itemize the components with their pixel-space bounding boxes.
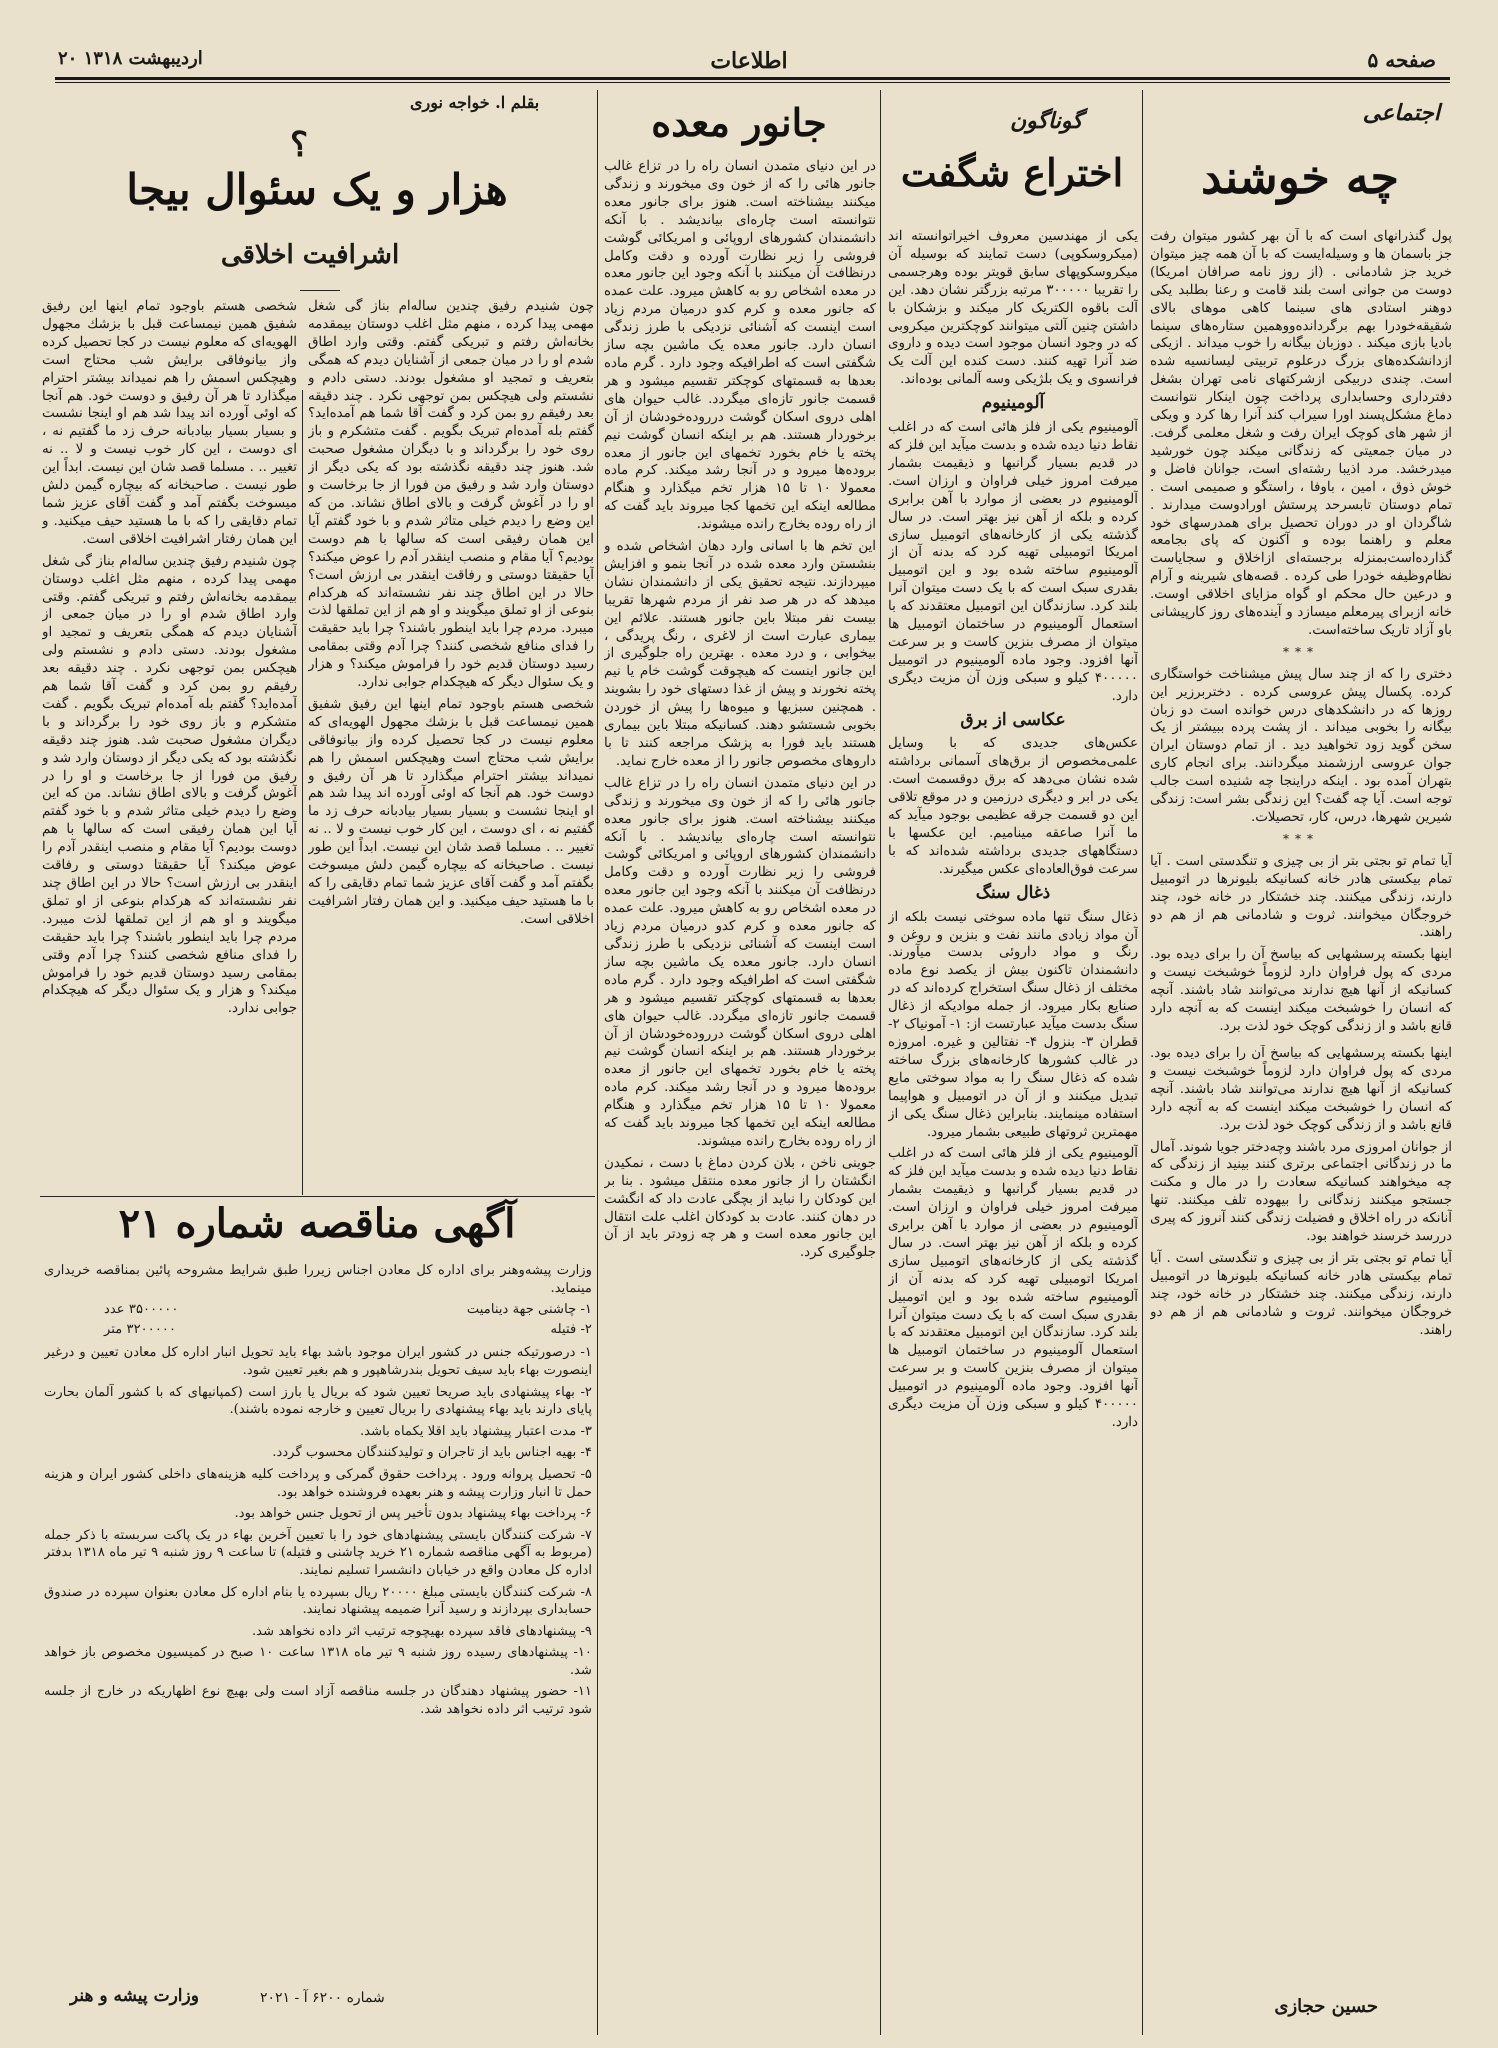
paragraph: شخصی هستم باوجود تمام اینها این رفیق شفیق همین نیمساعت قبل با بزشك مجهول الهویه‌ای که معلوم نیست در کجا تحصیل کرده واز بیانوفاقی برایش شب محتاج است وهیچکس اسمش را هم نمیداند بیشتر احترام میگذارد تا هر آن رفیق و دوست خود. هم آنجا که اوئی آورده اند پیدا شد هم او اینجا نشست و بسیار بسیار بیادبانه حرف زد ما گفتیم نه ، ای دوست ، این کار خوب نیست و لا .. نه تغییر .. . مسلما قصد شان این نیست. ابداً این طور نیست . صاحبخانه که بیچاره گیمن دلش میسوخت بگفتم آمد و گفت آقای عزیز شما تمام دقایقی را که با ما هستید حیف میکنید. و این همان رفتار اشرافیت اخلاقی است. [42, 299, 297, 547]
paragraph: آیا تمام تو بجتی بتر از بی چیزی و تنگدستی است . آیا تمام بیکستی هادر خانه کسانیکه بلیونرها در اتومبیل دارند، زندگی میکنند. چند خشتکار در خانه خود، چند خروجگان میخوانند. ثروت و شادمانی هم از هم دو راهند. [1150, 1250, 1452, 1338]
ad-condition: ۱- درصورتیکه جنس در کشور ایران موجود باشد بهاء باید تحویل انبار اداره کل معادن تعیین و درغیر اینصورت بهاء باید سیف تحویل بندرشاهپور و هم بغیر تعیین شود. [44, 1345, 592, 1378]
ad-title: آگهی مناقصه شماره ۲۱ [118, 1200, 516, 1247]
ad-intro: وزارت پیشه‌وهنر برای اداره کل معادن اجناس زیررا طبق شرایط مشروحه پائین بمناقصه خریداری مینماید. [44, 1263, 592, 1296]
ad-footer-number: شماره ۶۲۰۰ آ - ۲۰۲۱ [260, 1990, 385, 2006]
article-body-left [42, 298, 297, 1188]
section-tag: اجتماعی [1362, 100, 1440, 126]
ad-condition: ۱۱- حضور پیشنهاد دهندگان در جلسه مناقصه آزاد است ولی بهیچ نوع اظهاریکه در خارج از جلسه شود ترتیب اثر داده نخواهد شد. [44, 1684, 592, 1718]
ad-item-label: ۲- فتیله [550, 1321, 592, 1337]
article-title: هزار و یک سئوال بیجا [126, 165, 508, 214]
ad-condition: ۱۰- پیشنهادهای رسیده روز شنبه ۹ تیر ماه ۱۳۱۸ ساعت ۱۰ صبح در کمیسیون مخصوص باز خواهد شد. [44, 1645, 592, 1678]
column-divider [597, 90, 598, 2035]
ad-condition: ۵- تحصیل پروانه ورود . پرداخت حقوق گمرکی و پرداخت کلیه هزینه‌های داخلی کشور ایران و هزینه حمل تا انبار وزارت پیشه و هنر بعهده فروشنده خواهد بود. [44, 1466, 592, 1500]
paragraph: یکی از مهندسین معروف اخیراتوانسته اند (میکروسکوپی) دست تمایند که بوسیله آن میکروسکوپهای سابق قویتر بوده وهرجسمی را تقریبا ۳۰۰۰۰۰ مرتبه بزرگتر نشان دهد. این آلت باقوه الکتریک کار میکند و بزشکان با داشتن چنین آلتی میتوانند کوچکترین میکروبی که در وجود انسان موجود است دیده و داروی ضد آنرا تهیه کنند. دست کنده این آلت یک فرانسوی و یک بلژیکی وسه آلمانی بوده‌اند. [888, 229, 1138, 388]
column-divider [880, 90, 881, 2035]
ad-condition: ۷- شرکت کنندگان بایستی پیشنهادهای خود را با تعیین آخرین بهاء در یک پاکت سربسته با ذکر جمله (مربوط به آگهی مناقصه شماره ۲۱ خرید چاشنی و فتیله) تا ساعت ۹ روز شنبه ۹ تیر ماه ۱۳۱۸ بدفتر اداره کل معادن واقع در خیابان دانشسرا تسلیم نمایند. [44, 1527, 592, 1578]
article-body-cont [1150, 1045, 1452, 1970]
ad-top-rule [40, 1196, 595, 1197]
paragraph: آیا تمام تو بجتی بتر از بی چیزی و تنگدستی است . آیا تمام بیکستی هادر خانه کسانیکه بلیونرها در اتومبیل دارند، زندگی میکنند. چند خشتکار در خانه خود، چند خروجگان میخوانند. ثروت و شادمانی هم از هم دو راهند. [1150, 853, 1452, 941]
ad-condition: ۳- مدت اعتبار پیشنهاد باید اقلا یکماه باشد. [359, 1423, 592, 1439]
paragraph: پول گنذرانهای است که با آن بهر کشور میتوان رفت جز باسمان ها و وسیله‌ایست که با آن همه چیز میتوان خرید جز شادمانی . (از روز نامه صرافان امریکا) دوست من جوانی است بلند قامت و رعنا بطلبد یکی دوهنر استادی های سینما کاهی موهای بالای شقیقه‌خودرا بهم برگردانده‌ووهمین ستاره‌های سینما بادیا بازی میکند . دوزبان بیگانه را خوب میداند . ازیکی ازدانشکده‌های بزرگ درعلوم تربیتی لیسانسیه شده است. چندی دربیکی ازشرکتهای نامی تهران بشغل دفترداری وحسابداری پرداخت چون اینکار نتوانست دماغ مشکل‌پسند اورا سیراب کند آنرا رها کرد و ویکی از شهر های کوچک ایران رفت و شغل معلمی گرفت. در میان جمعیتی که زندگانی میکند چون خورشید میدرخشد. مرد اذیبا رشته‌ای است، جوانان فاضل و خوش ذوق ، امین ، باوفا ، راستگو و صمیمی است . تمام دوستان تابسرحد پرستش اورادوست میدارند . شاگردان او در دوران تحصیل برای همدرسهای خود معلم و راهنما بوده و آکنون که پای بجامعه گذارده‌است‌بمنزله برجسته‌ای ازاخلاق و سجایاست نظام‌وظیفه خودرا طی کرده . قصه‌های شیرینه و آرام و درعین حال محکم او گواه مزایای اخلاقی اوست. خانه ازبرای پیرمعلم میسازد و آینده‌های روز کارپیشانی باو آزاد تاریک ساخته‌است. [1150, 229, 1452, 638]
paragraph: اینها بکسته پرسشهایی که بیاسخ آن را برای دیده بود. مردی که پول فراوان دارد لزوماً خوشبخت نیست و کسانیکه از آنها هیچ ندارند می‌توانند شاد باشند. آنچه که انسان را خوشبخت میکند اینست که به آنچه دارد قانع باشد و از زندگی کوچک خود لذت برد. [1150, 947, 1452, 1034]
subheading: عکاسی از برق [960, 709, 1066, 730]
issue-date: ۲۰ اردیبهشت ۱۳۱۸ [58, 48, 203, 69]
ad-item-qty: ۳۲۰۰۰۰۰ متر [104, 1321, 177, 1337]
title-ornament [300, 290, 340, 291]
paragraph: چون شنیدم رفیق چندین ساله‌ام بناز گی شغل مهمی پیدا کرده ، منهم مثل اغلب دوستان بیمقدمه بخانه‌اش رفتم و تبریکی گفتم. وقتی وارد اطاق شدم او را در میان جمعی از آشنایان دیدم که همگی بتعریف و تمجید او مشغول بودند. دستی دادم و نشستم ولی هیچکس بمن توجهی نکرد . چند دقیقه بعد رفیقم رو بمن کرد و گفت آقا شما هم آمده‌اید؟ گفتم بله آمده‌ام تبریک بگویم . گفت متشکرم و باز روی خود را برگرداند و با دیگران مشغول صحبت شد. هنوز چند دقیقه نگذشته بود که یکی دیگر از دوستان وارد شد و رفیق من فورا از جا برخاست و او را در آغوش گرفت و بالای اطاق نشاند. من که این وضع را دیدم خیلی متاثر شدم و با خود گفتم آیا این همان رفیقی است که سالها با هم دوست بودیم؟ آیا مقام و منصب اینقدر آدم را عوض میکند؟ آیا حقیقتا دوستی و رفاقت اینقدر بی ارزش است؟ حالا در این اطاق چند نفر نشسته‌اند که هرکدام بنوعی از او تملق میگویند و او هم از این تملقها لذت میبرد. مردم چرا باید اینطور باشند؟ چرا باید حقیقت را فدای منافع شخصی کنند؟ چرا آدم وقتی بمقامی رسید دوستان قدیم خود را فراموش میکند؟ و هزار و یک سئوال دیگر که هیچکدام جوابی ندارد. [308, 299, 594, 691]
paragraph: جوینی ناخن ، بلان کردن دماغ با دست ، نمکیدن انگشتان را از جانور معده منتقل میشود . بنا بر این کودکان را نباید از بچگی عادت داد که انگشت در دهان کنند. عادت بد کودکان اغلب علت انتقال این جانور معده است و هر چه زودتر باید از آن جلوگیری کرد. [604, 1155, 876, 1261]
paragraph: ذغال سنگ تنها ماده سوختی نیست بلکه از آن مواد زیادی مانند نفت و بنزین و روغن و رنگ و مواد داروئی بدست میآورند. دانشمندان تاکنون بیش از یکصد نوع ماده مختلف از ذغال سنگ استخراج کرده‌اند که در صنایع بکار میرود. از جمله موادیکه از ذغال سنگ بدست میآید عبارتست از: ۱- آمونیاک ۲- قطران ۳- بنزول ۴- نفتالین و غیره. امروزه در غالب کشورها کارخانه‌های بزرگ ساخته شده که ذغال سنگ را به مواد سوختی مایع تبدیل میکنند و از آن در اتومبیل و هواپیما استفاده مینمایند. بنابراین ذغال سنگ یکی از مهمترین ثروتهای طبیعی بشمار میرود. [888, 909, 1138, 1140]
header-rule-thin [55, 82, 1450, 83]
paragraph: از جوانان امروزی مرد باشند وچه‌دختر جویا شوند. آمال ما در زندگانی اجتماعی برتری کنند بینید از زندگی که چه میخواهند کسانیکه سعادت را در مال و مکنت جستجو میکنند زندگانی را بیهوده تلف میکنند. تنها آنانکه در راه اخلاق و فضیلت زندگی کنند آنروز که پیری دررسد خرسند خواهند بود. [1150, 1139, 1452, 1245]
paragraph: عکس‌های جدیدی که با وسایل علمی‌مخصوص از برق‌های آسمانی برداشته شده نشان می‌دهد که برق دوقسمت است. یکی در ابر و دیگری درزمین و در موقع تلاقی این دو قسمت جرقه عظیمی بوجود میآید که ما آنرا صاعقه مینامیم. این عکسها با دستگاههای جدیدی برداشته شده‌اند که با سرعت فوق‌العاده‌ای عکس میگیرند. [888, 736, 1138, 877]
separator: *** [1283, 831, 1319, 846]
header-rule [55, 77, 1450, 80]
article-body [888, 228, 1138, 2028]
question-mark: ؟ [290, 125, 309, 165]
author-byline: بقلم ا. خواجه نوری [410, 93, 540, 112]
article-body [1150, 228, 1452, 1038]
article-title: اختراع شگفت [900, 150, 1124, 195]
column-divider [1142, 90, 1143, 2035]
subheading: ذغال سنگ [975, 882, 1051, 903]
article-subtitle: اشرافیت اخلاقی [220, 240, 400, 270]
ad-footer-signature: وزارت پیشه و هنر [70, 1986, 199, 2006]
article-title: چه خوشند [1201, 150, 1399, 204]
paragraph: آلومینیوم یکی از فلز هائی است که در اغلب نقاط دنیا دیده شده و بدست میآید این فلز که در قدیم بسیار گرانبها و ذیقیمت بشمار میرفت امروز خیلی فراوان و ارزان است. آلومینیوم در بعضی از موارد با آهن برابری کرده و بلکه از آهن نیز بهتر است. در سال گذشته یکی از کارخانه‌های اتومبیل سازی امریکا اتومبیلی تهیه کرد که بدنه آن از آلومینیوم ساخته شده بود و این اتومبیل بقدری سبک است که با یک دست میتوان آنرا بلند کرد. سازندگان این اتومبیل معتقدند که با استعمال آلومینیوم در ساختمان اتومبیل ها میتوان از مصرف بنزین کاست و بر سرعت آنها افزود. وجود ماده آلومینیوم در اتومبیل ۴۰۰۰۰۰ کیلو و سبکی وزن آن مزیت دیگری دارد. [888, 1146, 1138, 1430]
ad-item-label: ۱- چاشنی جهة دینامیت [466, 1302, 592, 1318]
section-tag: گوناگون [1010, 108, 1083, 134]
paragraph: آلومینیوم یکی از فلز هائی است که در اغلب نقاط دنیا دیده شده و بدست میآید این فلز که در قدیم بسیار گرانبها و ذیقیمت بشمار میرفت امروز خیلی فراوان و ارزان است. آلومینیوم در بعضی از موارد با آهن برابری کرده و بلکه از آهن نیز بهتر است. در سال گذشته یکی از کارخانه‌های اتومبیل سازی امریکا اتومبیلی تهیه کرد که بدنه آن از آلومینیوم ساخته شده بود و این اتومبیل بقدری سبک است که با یک دست میتوان آنرا بلند کرد. سازندگان این اتومبیل معتقدند که با استعمال آلومینیوم در ساختمان اتومبیل ها میتوان از مصرف بنزین کاست و بر سرعت آنها افزود. وجود ماده آلومینیوم در اتومبیل ۴۰۰۰۰۰ کیلو و سبکی وزن آن مزیت دیگری دارد. [888, 420, 1138, 704]
ad-condition: ۴- بهیه اجناس باید از تاجران و تولیدکنندگان محسوب گردد. [272, 1445, 592, 1461]
ad-item-qty: ۳۵۰۰۰۰۰ عدد [104, 1302, 179, 1318]
paragraph: چون شنیدم رفیق چندین ساله‌ام بناز گی شغل مهمی پیدا کرده ، منهم مثل اغلب دوستان بیمقدمه بخانه‌اش رفتم و تبریکی گفتم. وقتی وارد اطاق شدم او را در میان جمعی از آشنایان دیدم که همگی بتعریف و تمجید او مشغول بودند. دستی دادم و نشستم ولی هیچکس بمن توجهی نکرد . چند دقیقه بعد رفیقم رو بمن کرد و گفت آقا شما هم آمده‌اید؟ گفتم بله آمده‌ام تبریک بگویم . گفت متشکرم و باز روی خود را برگرداند و با دیگران مشغول صحبت شد. هنوز چند دقیقه نگذشته بود که یکی دیگر از دوستان وارد شد و رفیق من فورا از جا برخاست و او را در آغوش گرفت و بالای اطاق نشاند. من که این وضع را دیدم خیلی متاثر شدم و با خود گفتم آیا این همان رفیقی است که سالها با هم دوست بودیم؟ آیا مقام و منصب اینقدر آدم را عوض میکند؟ آیا حقیقتا دوستی و رفاقت اینقدر بی ارزش است؟ حالا در این اطاق چند نفر نشسته‌اند که هرکدام بنوعی از او تملق میگویند و او هم از این تملقها لذت میبرد. مردم چرا باید اینطور باشند؟ چرا باید حقیقت را فدای منافع شخصی کنند؟ چرا آدم وقتی بمقامی رسید دوستان قدیم خود را فراموش میکند؟ و هزار و یک سئوال دیگر که هیچکدام جوابی ندارد. [42, 553, 297, 1017]
subheading: آلومینیوم [981, 393, 1045, 414]
article-body-right [308, 298, 594, 1188]
article-body [604, 158, 876, 2028]
ad-item-row [44, 1301, 592, 1319]
separator: *** [1283, 644, 1319, 659]
ad-condition: ۸- شرکت کنندگان بایستی مبلغ ۲۰۰۰۰ ریال بسپرده یا بنام اداره کل معادن بعنوان سپرده در صندوق حسابداری بپردازند و رسید آنرا ضمیمه پیشنهاد نمایند. [44, 1584, 592, 1618]
paragraph: این تخم ها با اسانی وارد دهان اشخاص شده و بنشستن وارد معده شده در آنجا بنمو و افزایش میپردازند. نتیجه تحقیق یکی از دانشمندان نشان میدهد که در هر صد نفر از مردم شهرها تقریبا بیست نفر مبتلا باین جانور هستند. علائم این بیماری عبارت است از لاغری ، رنگ پریدگی ، بیخوابی ، و درد معده . بهترین راه جلوگیری از این جانور اینست که هیچوقت گوشت خام یا نیم پخته نخورند و پیش از غذا دستهای خود را بشویند . همچنین سبزیها و میوه‌ها را پیش از خوردن بخوبی شستشو دهند. کسانیکه مبتلا باین بیماری هستند باید فورا به پزشک مراجعه کنند تا با داروهای مخصوص جانور را از معده خارج نماید. [604, 539, 876, 769]
author-signature: حسین حجازی [1274, 1996, 1378, 2017]
paragraph: در این دنیای متمدن انسان راه را در تزاع غالب جانور هائی را که از خون وی میخورند و زندگی میکنند بیشناخته است. هنوز برای جانور معده نتوانسته است چاره‌ای بیاندیشد . با آنکه دانشمندان کشورهای اروپائی و امریکائی گوشت فروشی را زیر نظارت آورده و دقت وکامل درنظافت آن میکنند با آنکه وجود این جانور معده در معده اشخاص رو به کاهش میرود. علت عمده که جانور معده و کرم کدو درمیان مردم زیاد است اینست که آشنائی نزدیکی با طرز زندگی انسان دارد. جانور معده یک ماشین بچه ساز شگفتی است که اطرافیکه وجود دارد . گرم ماده بعدها به قسمتهای کوچکتر تقسیم میشود و هر قسمت جانور تازه‌ای میگردد. غالب حیوان های اهلی دروی اسکان گوشت درروده‌خودشان از آن برخوردار هستند. هم بر اینکه انسان گوشت نیم پخته یا خام بخورد تخمهای این جانور از معده بروده‌ها میرود و در آنجا رشد میکند. کرم ماده معمولا ۱۰ تا ۱۵ هزار تخم میگذارد و هنگام مطالعه اینکه این تخمها کجا میروند باید گفت که از راه روده بخارج رانده میشوند. [604, 159, 876, 533]
ad-condition: ۶- پرداخت بهاء پیشنهاد بدون تأخیر پس از تحویل جنس خواهد بود. [234, 1506, 592, 1522]
ad-condition: ۲- بهاء پیشنهادی باید صریحا تعیین شود که بریال یا بارز است (کمپانیهای که با کشور آلمان بحارت پایای دارند باید بهاء پیشنهادی را بریال تعیین و خارجه نموده باشند). [44, 1384, 592, 1418]
paragraph: شخصی هستم باوجود تمام اینها این رفیق شفیق همین نیمساعت قبل با بزشك مجهول الهویه‌ای که معلوم نیست در کجا تحصیل کرده واز بیانوفاقی برایش شب محتاج است وهیچکس اسمش را هم نمیداند بیشتر احترام میگذارد تا هر آن رفیق و دوست خود. هم آنجا که اوئی آورده اند پیدا شد هم او اینجا نشست و بسیار بسیار بیادبانه حرف زد ما گفتیم نه ، ای دوست ، این کار خوب نیست و لا .. نه تغییر .. . مسلما قصد شان این نیست. ابداً این طور نیست . صاحبخانه که بیچاره گیمن دلش میسوخت بگفتم آمد و گفت آقای عزیز شما تمام دقایقی را که با ما هستید حیف میکنید. و این همان رفتار اشرافیت اخلاقی است. [308, 696, 594, 927]
newspaper-name: اطلاعات [710, 48, 788, 74]
ad-body [44, 1262, 592, 1962]
paragraph: اینها بکسته پرسشهایی که بیاسخ آن را برای دیده بود. مردی که پول فراوان دارد لزوماً خوشبخت نیست و کسانیکه از آنها هیچ ندارند می‌توانند شاد باشند. آنچه که انسان را خوشبخت میکند اینست که به آنچه دارد قانع باشد و از زندگی کوچک خود لذت برد. [1150, 1046, 1452, 1133]
paragraph: دختری را که از چند سال پیش میشناخت خواستگاری کرده. پکسال پیش عروسی کرده . دختربرزیر این روزها که در دانشکدهای درس خوانده است دو زبان بیگانه را بخوبی میداند . از پشت پرده‌ ببیشتر از یک سخن گوید زود تخواهید دید . از تمام دوستان ایران جوان عروسی ارزشمند میگردانند. برای انجام کاری بتهران آمده‌ بود . اینکه دراینجا چه شنیده است جالب توجه است. آیا چه گفت؟ این زندگی بشر است: زندگی شیرین شهرها، درس، کار، تحصیلات. [1150, 666, 1452, 825]
ad-item-row [44, 1321, 592, 1339]
paragraph: در این دنیای متمدن انسان راه را در تزاع غالب جانور هائی را که از خون وی میخورند و زندگی میکنند بیشناخته است. هنوز برای جانور معده نتوانسته است چاره‌ای بیاندیشد . با آنکه دانشمندان کشورهای اروپائی و امریکائی گوشت فروشی را زیر نظارت آورده و دقت وکامل درنظافت آن میکنند با آنکه وجود این جانور معده در معده اشخاص رو به کاهش میرود. علت عمده که جانور معده و کرم کدو درمیان مردم زیاد است اینست که آشنائی نزدیکی با طرز زندگی انسان دارد. جانور معده یک ماشین بچه ساز شگفتی است که اطرافیکه وجود دارد . گرم ماده بعدها به قسمتهای کوچکتر تقسیم میشود و هر قسمت جانور تازه‌ای میگردد. غالب حیوان های اهلی دروی اسکان گوشت درروده‌خودشان از آن برخوردار هستند. هم بر اینکه انسان گوشت نیم پخته یا خام بخورد تخمهای این جانور از معده بروده‌ها میرود و در آنجا رشد میکند. کرم ماده معمولا ۱۰ تا ۱۵ هزار تخم میگذارد و هنگام مطالعه اینکه این تخمها کجا میروند باید گفت که از راه روده بخارج رانده میشوند. [604, 775, 876, 1149]
ad-condition: ۹- پیشنهادهای فاقد سپرده بهیچوجه ترتیب اثر داده نخواهد شد. [251, 1623, 592, 1639]
article-title: جانور معده [651, 100, 827, 145]
column-divider [302, 390, 303, 1195]
page-number: صفحه ۵ [1367, 48, 1436, 72]
